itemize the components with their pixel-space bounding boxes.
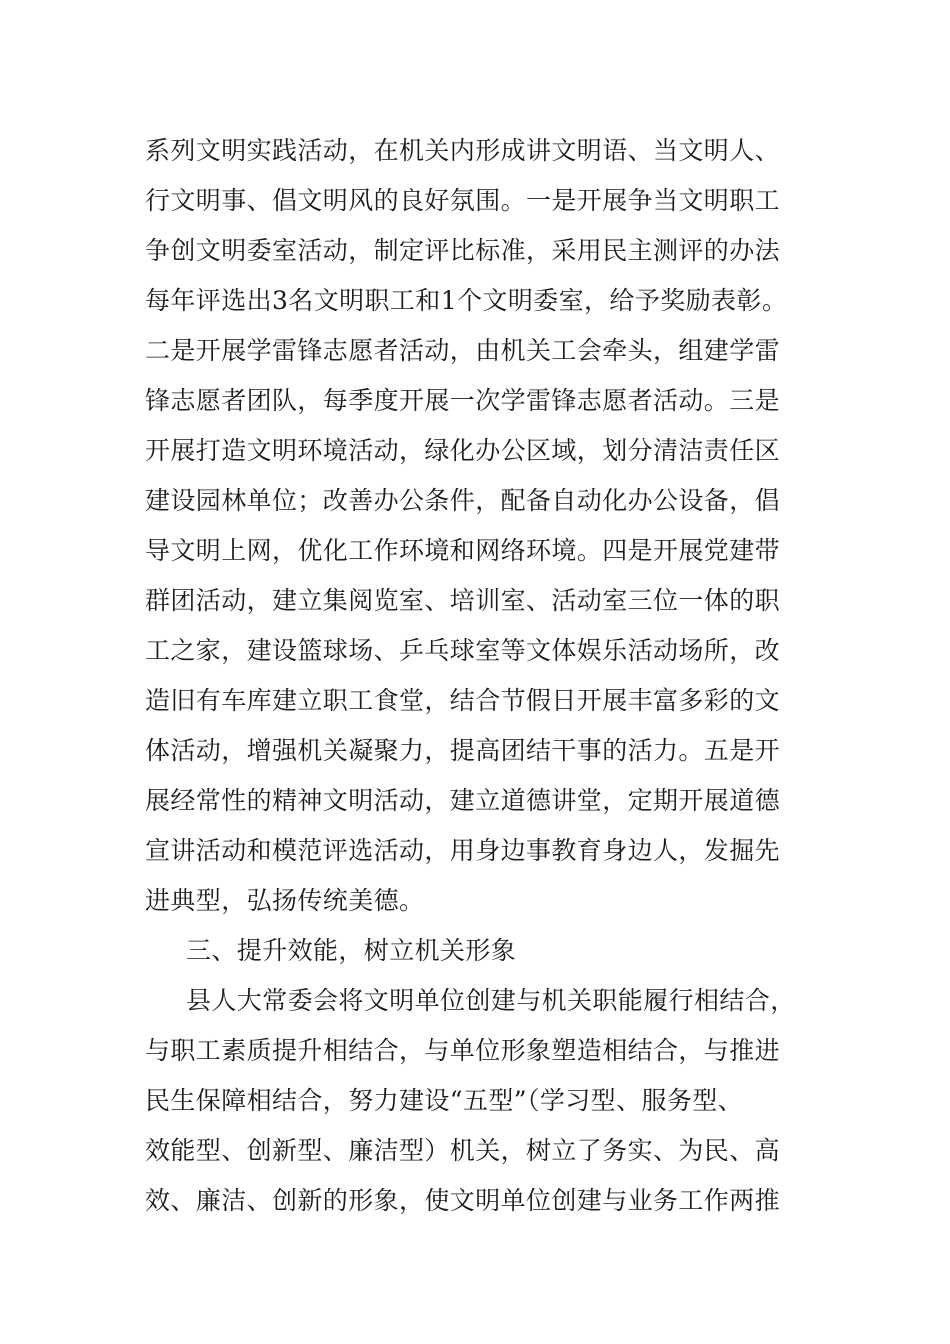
text-line: 民生保障相结合，努力建设“五型”（学习型、服务型、 <box>145 1086 744 1115</box>
text-line: 系列文明实践活动，在机关内形成讲文明语、当文明人、 <box>145 136 781 165</box>
text-line: 宣讲活动和模范评选活动，用身边事教育身边人，发掘先 <box>145 836 781 865</box>
text-line: 群团活动，建立集阅览室、培训室、活动室三位一体的职 <box>145 586 781 615</box>
text-line: 体活动，增强机关凝聚力，提高团结干事的活力。五是开 <box>145 736 781 765</box>
text-line: 建设园林单位；改善办公条件，配备自动化办公设备，倡 <box>145 486 781 515</box>
text-line: 县人大常委会将文明单位创建与机关职能履行相结合， <box>186 986 796 1015</box>
text-line: 展经常性的精神文明活动，建立道德讲堂，定期开展道德 <box>145 786 781 815</box>
text-line: 争创文明委室活动，制定评比标准，采用民主测评的办法 <box>145 236 781 265</box>
text-line: 二是开展学雷锋志愿者活动，由机关工会牵头，组建学雷 <box>145 336 781 365</box>
text-line: 导文明上网，优化工作环境和网络环境。四是开展党建带 <box>145 536 781 565</box>
text-line: 工之家，建设篮球场、乒乓球室等文体娱乐活动场所，改 <box>145 636 781 665</box>
text-line: 开展打造文明环境活动，绿化办公区域，划分清洁责任区 <box>145 436 781 465</box>
section-heading: 三、提升效能，树立机关形象 <box>186 936 517 965</box>
text-line: 与职工素质提升相结合，与单位形象塑造相结合，与推进 <box>145 1036 781 1065</box>
text-line: 效、廉洁、创新的形象，使文明单位创建与业务工作两推 <box>145 1186 781 1215</box>
text-line: 进典型，弘扬传统美德。 <box>145 886 425 915</box>
text-line: 造旧有车库建立职工食堂，结合节假日开展丰富多彩的文 <box>145 686 781 715</box>
text-line: 效能型、创新型、廉洁型）机关，树立了务实、为民、高 <box>145 1136 781 1165</box>
text-line: 每年评选出3名文明职工和1个文明委室，给予奖励表彰。 <box>145 286 788 315</box>
text-line: 行文明事、倡文明风的良好氛围。一是开展争当文明职工 <box>145 186 781 215</box>
text-line: 锋志愿者团队，每季度开展一次学雷锋志愿者活动。三是 <box>145 386 781 415</box>
